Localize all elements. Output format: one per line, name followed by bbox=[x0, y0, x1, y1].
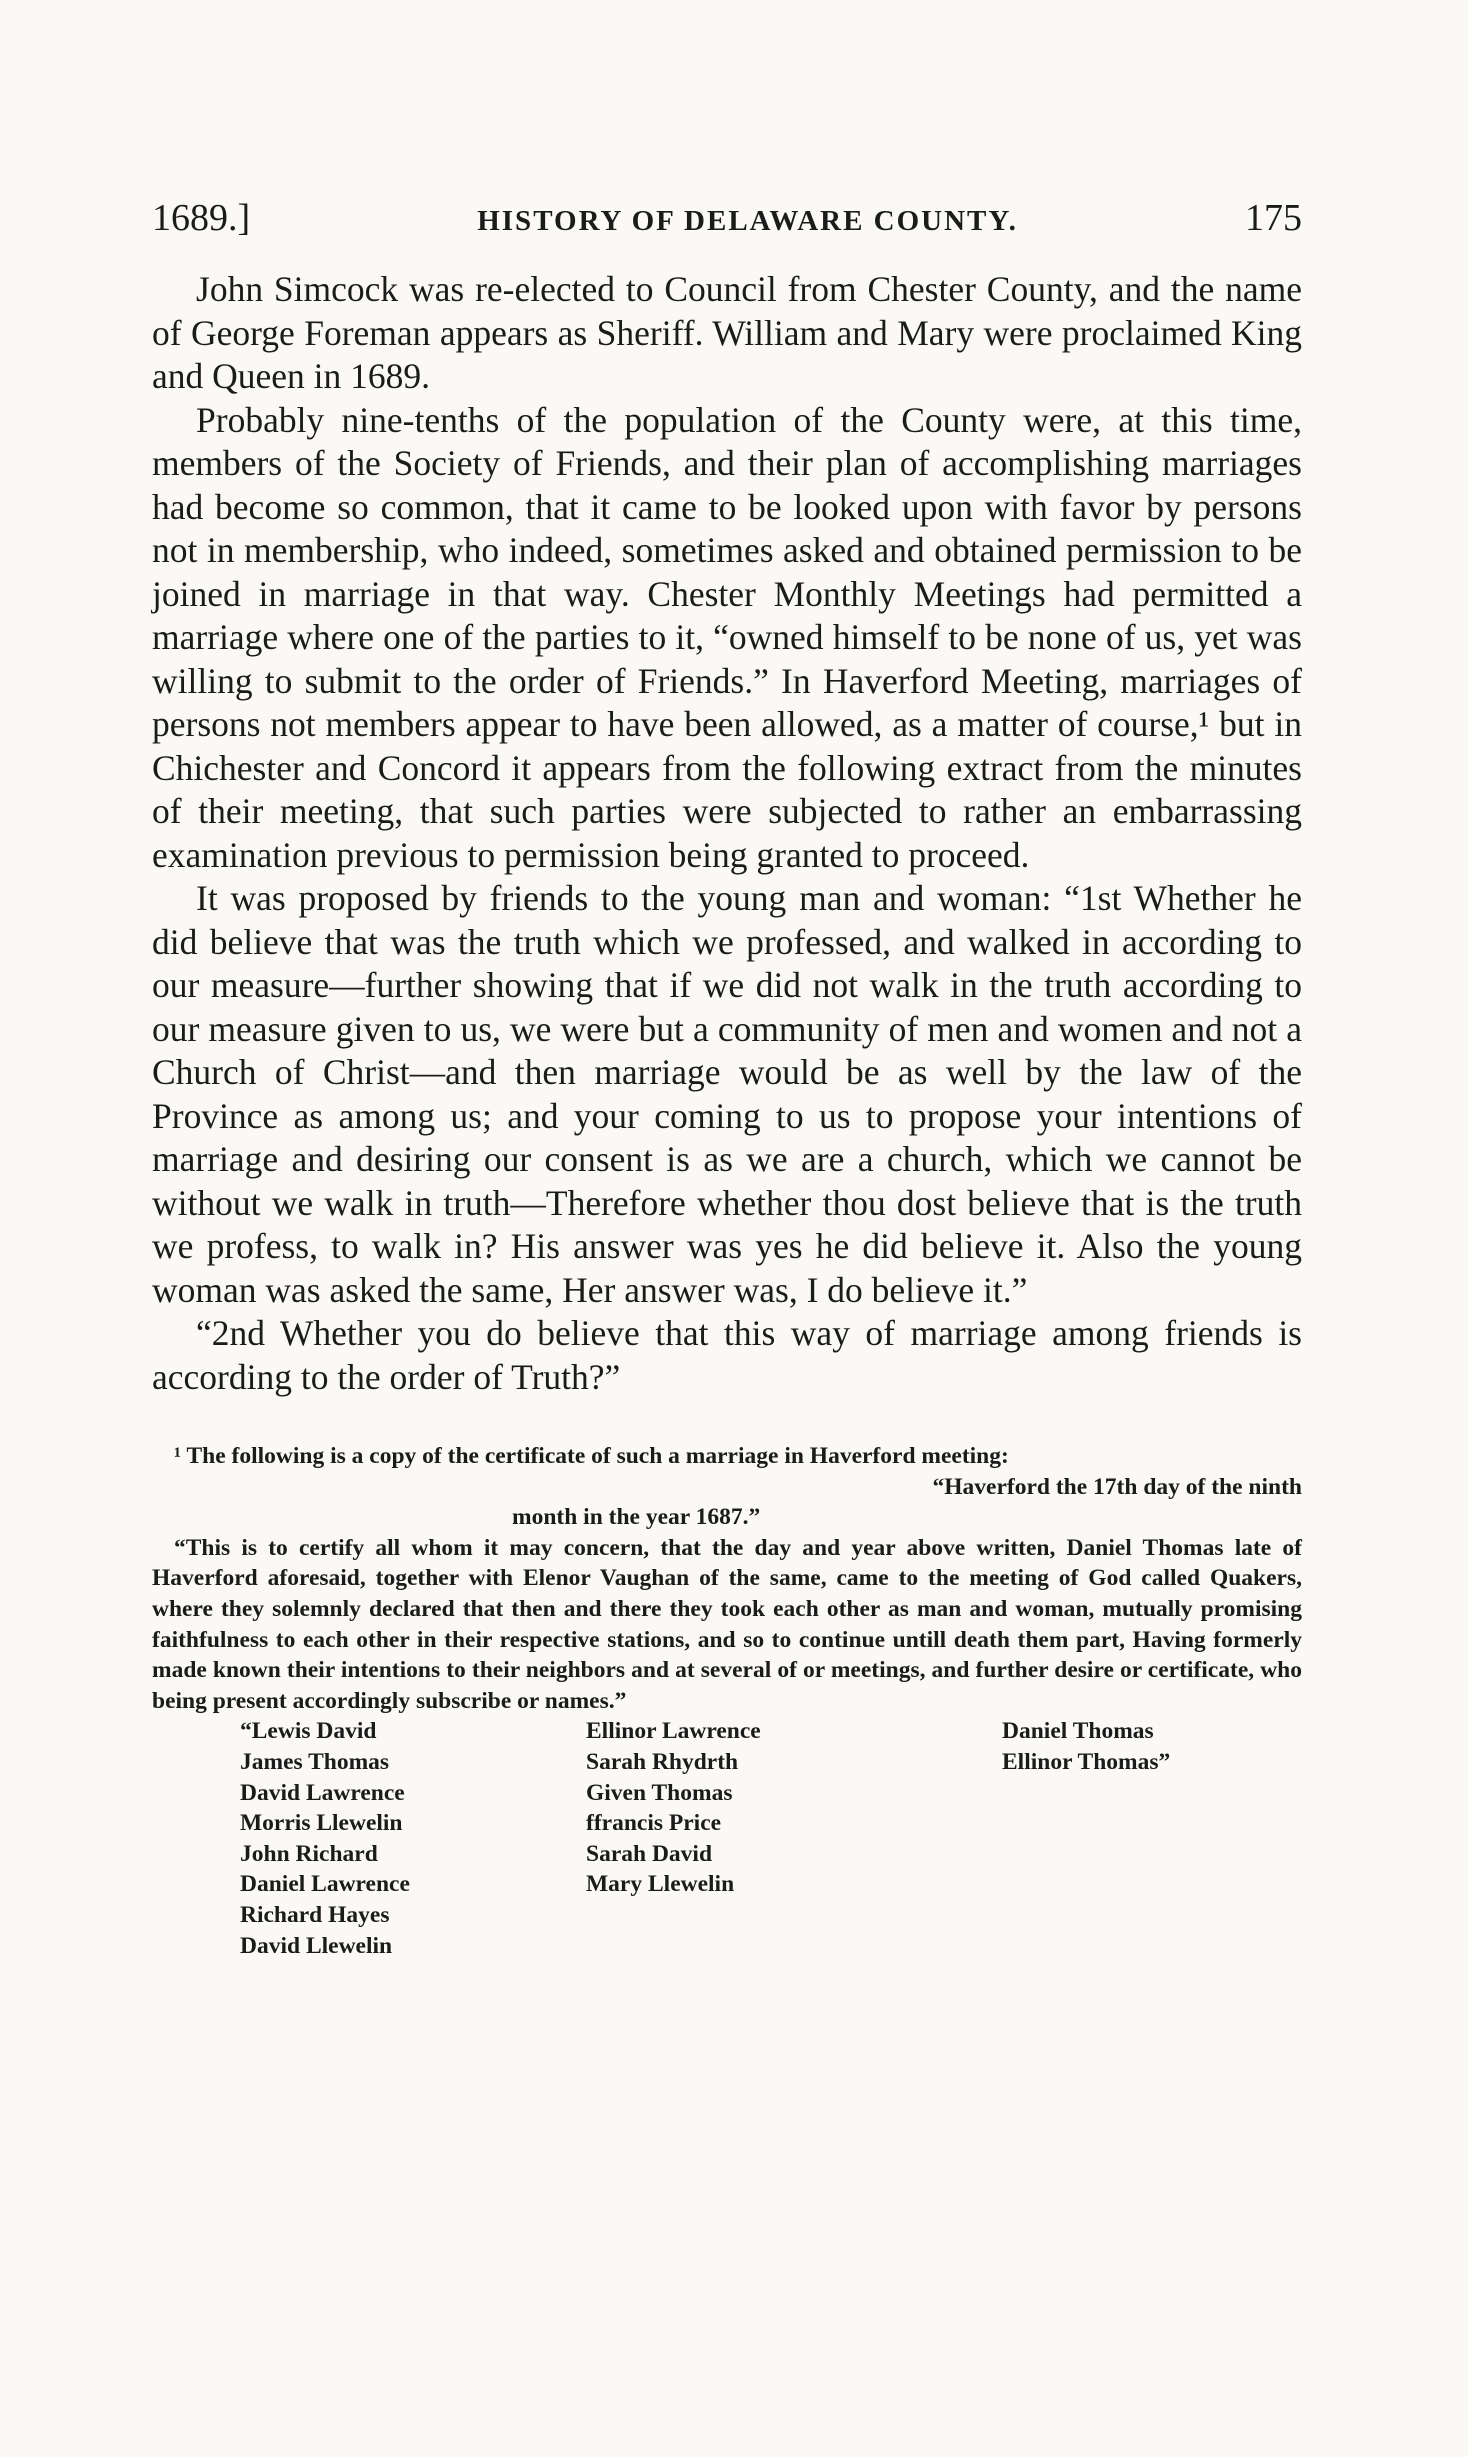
footnote-date-line: “Haverford the 17th day of the ninth bbox=[932, 1473, 1302, 1500]
running-title: HISTORY OF DELAWARE COUNTY. bbox=[477, 205, 1018, 237]
book-page bbox=[152, 196, 1302, 1961]
header-year: 1689.] bbox=[152, 197, 251, 239]
signatory-name: Given Thomas bbox=[586, 1779, 733, 1806]
body-text bbox=[152, 268, 1302, 1399]
signatory-name: Mary Llewelin bbox=[586, 1871, 735, 1898]
page-number: 175 bbox=[1245, 197, 1302, 239]
page-header bbox=[152, 196, 1302, 260]
paragraph: It was proposed by friends to the young man and woman: “1st Whether he did believe that was the truth which we professed, and walked in according to our measure—further showing that if we did not walk in the truth according to our measure given to us, we were but a community of men and women and not a Church of Christ—and then marriage would be as well by the law of the Province as among us; and your coming to us to propose your intentions of marriage and desiring our consent is as we are a church, which we cannot be without we walk in truth—Therefore whether thou dost believe that is the truth we profess, to walk in? His answer was yes he did believe it. Also the young woman was asked the same, Her answer was, I do believe it.” bbox=[152, 878, 1302, 1310]
paragraph: John Simcock was re-elected to Council from Chester County, and the name of George Foreman appears as Sheriff. William and Mary were proclaimed King and Queen in 1689. bbox=[152, 269, 1302, 396]
signatory-name: Ellinor Lawrence bbox=[586, 1718, 761, 1745]
signatory-name: Daniel Lawrence bbox=[240, 1871, 410, 1898]
signatory-column bbox=[586, 1716, 1002, 1961]
signatory-name: Sarah David bbox=[586, 1840, 713, 1867]
footnote-intro: ¹ The following is a copy of the certificate of such a marriage in Haverford meeting: bbox=[174, 1443, 1009, 1469]
signatory-name: Richard Hayes bbox=[240, 1901, 390, 1928]
signatory-name: David Lawrence bbox=[240, 1779, 405, 1806]
footnote-certificate: “This is to certify all whom it may concern, that the day and year above written, Daniel Thomas late of Haverford aforesaid, together with Elenor Vaughan of the same, came to the meeting of God called Quakers, where they solemnly declared that then and there they took each other as man and woman, mutually promising faithfulness to each other in their respective stations, and so to continue untill death them part, Having formerly made known their intentions to their neighbors and at several of or meetings, and further desire or certificate, who being present accordingly subscribe or names.” bbox=[152, 1534, 1302, 1714]
paragraph: “2nd Whether you do believe that this way of marriage among friends is according to the order of Truth?” bbox=[152, 1313, 1302, 1397]
signatory-name: “Lewis David bbox=[240, 1718, 377, 1745]
signatory-name: Ellinor Thomas” bbox=[1002, 1748, 1171, 1775]
signatory-name: Sarah Rhydrth bbox=[586, 1748, 739, 1775]
footnote-date-line: month in the year 1687.” bbox=[512, 1504, 761, 1531]
signatory-name: David Llewelin bbox=[240, 1932, 393, 1959]
signatory-column bbox=[240, 1716, 586, 1961]
signatory-column bbox=[1002, 1716, 1252, 1961]
footnote bbox=[152, 1441, 1302, 1961]
signatory-name: Daniel Thomas bbox=[1002, 1718, 1154, 1745]
paragraph: Probably nine-tenths of the population of the County were, at this time, members of the Society of Friends, and their plan of accomplishing marriages had become so common, that it came to be looked upon with favor by persons not in membership, who indeed, sometimes asked and obtained permission to be joined in marriage in that way. Chester Monthly Meetings had permitted a marriage where one of the parties to it, “owned himself to be none of us, yet was willing to submit to the order of Friends.” In Haverford Meeting, marriages of persons not members appear to have been allowed, as a matter of course,¹ but in Chichester and Concord it appears from the following extract from the minutes of their meeting, that such parties were subjected to rather an embarrassing examination previous to permission being granted to proceed. bbox=[152, 399, 1302, 875]
signatories bbox=[152, 1716, 1302, 1961]
signatory-name: James Thomas bbox=[240, 1748, 390, 1775]
signatory-name: John Richard bbox=[240, 1840, 378, 1867]
signatory-name: ffrancis Price bbox=[586, 1810, 722, 1837]
signatory-name: Morris Llewelin bbox=[240, 1810, 403, 1837]
